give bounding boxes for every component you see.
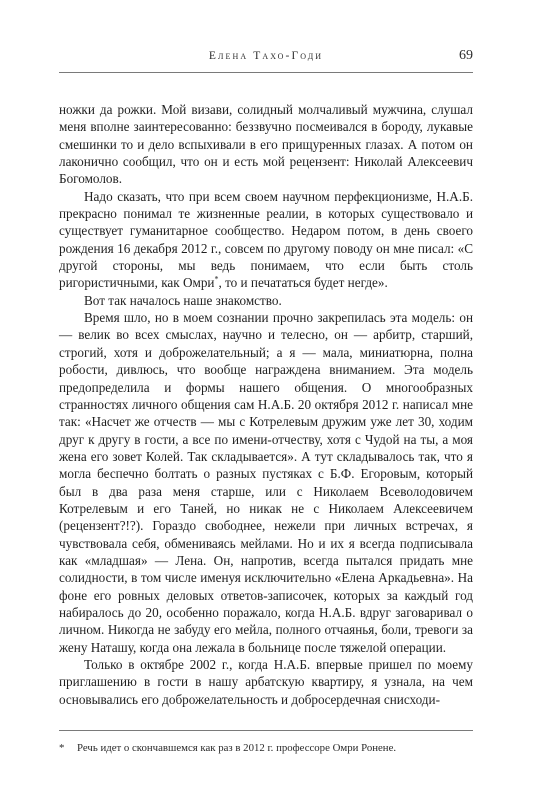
paragraph-5: Только в октябре 2002 г., когда Н.А.Б. впервые пришел по моему приглашению в гости в нашу арбатскую квартиру, я узнала, на чем основывались его доброжелательность и доброcердечная снисходи- <box>59 657 473 707</box>
footnote-reference: * <box>214 275 219 285</box>
paragraph-1: ножки да рожки. Мой визави, солидный молчаливый мужчина, слушал меня вполне заинтересованно: беззвучно посмеивался в бороду, лукавые смешинки то и дело вспыхивали в его прищуренных глазах. А потом он лаконично сообщил, что он и есть мой рецензент: Николай Алексеевич Богомолов. <box>59 102 473 187</box>
paragraph-2 <box>59 188 473 292</box>
footnote-divider <box>59 730 473 731</box>
paragraph-4: Время шло, но в моем сознании прочно закрепилась эта модель: он — велик во всех смыслах, научно и телесно, он — арбитр, старший, строгий, хотя и доброжелательный; а я — мала, миниатюрна, полна робости, дивлюсь, что вообще награждена вниманием. Эта модель предопределила и формы нашего общения. О многообразных странностях личного общения сам Н.А.Б. 20 октября 2012 г. написал мне так: «Насчет же отчеств — мы с Котрелевым дружим уже лет 30, ходим друг к другу в гости, а все по имени-отчеству, хотя с Чудой на ты, а моя жена его зовет Колей. Так складывается». А тут складывалось так, что я могла беспечно болтать о разных пустяках с Б.Ф. Егоровым, который был в два раза меня старше, или с Николаем Всеволодовичем Котрелевым и его Таней, но никак не с Николаем Алексеевичем (рецензент?!?). Гораздо свободнее, нежели при личных встречах, я чувствовала себя, обмениваясь мейлами. Но и их я всегда подписывала как «младшая» — Лена. Он, напротив, всегда пытался придать мне солидности, в том числе именуя исключительно «Елена Аркадьевна». На фоне его ровных деловых ответов-записочек, которых за каждый год набиралось до 20, особенно поражало, когда Н.А.Б. вдруг заговаривал о личном. Никогда не забуду его мейла, полного отчаянья, боли, тревоги за жену Наташу, когда она лежала в больнице после тяжелой операции. <box>59 310 473 655</box>
footnote-text: Речь идет о скончавшемся как раз в 2012 г. профессоре Омри Ронене. <box>77 742 397 754</box>
paragraph-3: Вот так началось наше знакомство. <box>84 292 282 308</box>
running-title: Елена Тахо-Годи <box>208 50 324 62</box>
footnote-mark: * <box>59 742 65 754</box>
page-number: 69 <box>459 48 473 63</box>
paragraph-2-text: Надо сказать, что при всем своем научном перфекционизме, Н.А.Б. прекрасно понимал те жизненные реалии, в которых существовало и существует гуманитарное сообщество. Недаром потом, в день своего рождения 16 декабря 2012 г., совсем по другому поводу он мне писал: «С другой стороны, мы ведь понимаем, что если быть столь ригористичными, как Омри <box>59 188 473 291</box>
body-text <box>59 101 473 708</box>
paragraph-2-tail: , то и печататься будет негде». <box>218 275 388 291</box>
footnote <box>59 741 473 755</box>
running-header <box>59 48 473 73</box>
